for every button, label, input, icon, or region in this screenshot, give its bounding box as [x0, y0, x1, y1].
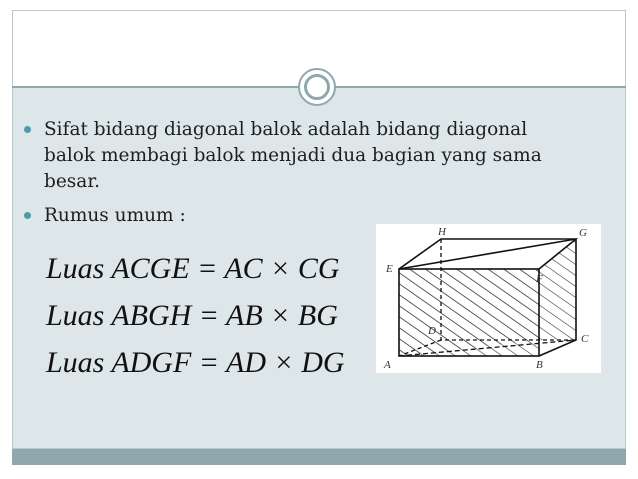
bullet-icon	[24, 212, 31, 219]
bullet-line: Sifat bidang diagonal balok adalah bidang diagonal	[44, 119, 528, 140]
vertex-label: C	[581, 333, 589, 345]
bullet-icon	[24, 126, 31, 133]
bullet-line: balok membagi balok menjadi dua bagian yang sama	[44, 145, 542, 166]
vertex-label: G	[579, 227, 587, 239]
vertex-label: F	[536, 273, 543, 285]
vertex-label: D	[428, 325, 436, 337]
cuboid-figure	[376, 224, 601, 373]
formula-abgh: Luas ABGH = AB × BG	[46, 299, 338, 332]
bullet-line: Rumus umum :	[44, 205, 186, 226]
vertex-label: A	[384, 359, 391, 371]
vertex-label: E	[386, 263, 393, 275]
footer-bar	[12, 449, 626, 465]
circle-ornament-icon	[298, 68, 336, 106]
formula-adgf: Luas ADGF = AD × DG	[46, 346, 345, 379]
formula-acge: Luas ACGE = AC × CG	[46, 252, 340, 285]
bullet-line: besar.	[44, 171, 101, 192]
vertex-label: B	[536, 359, 543, 371]
vertex-label: H	[438, 226, 446, 238]
